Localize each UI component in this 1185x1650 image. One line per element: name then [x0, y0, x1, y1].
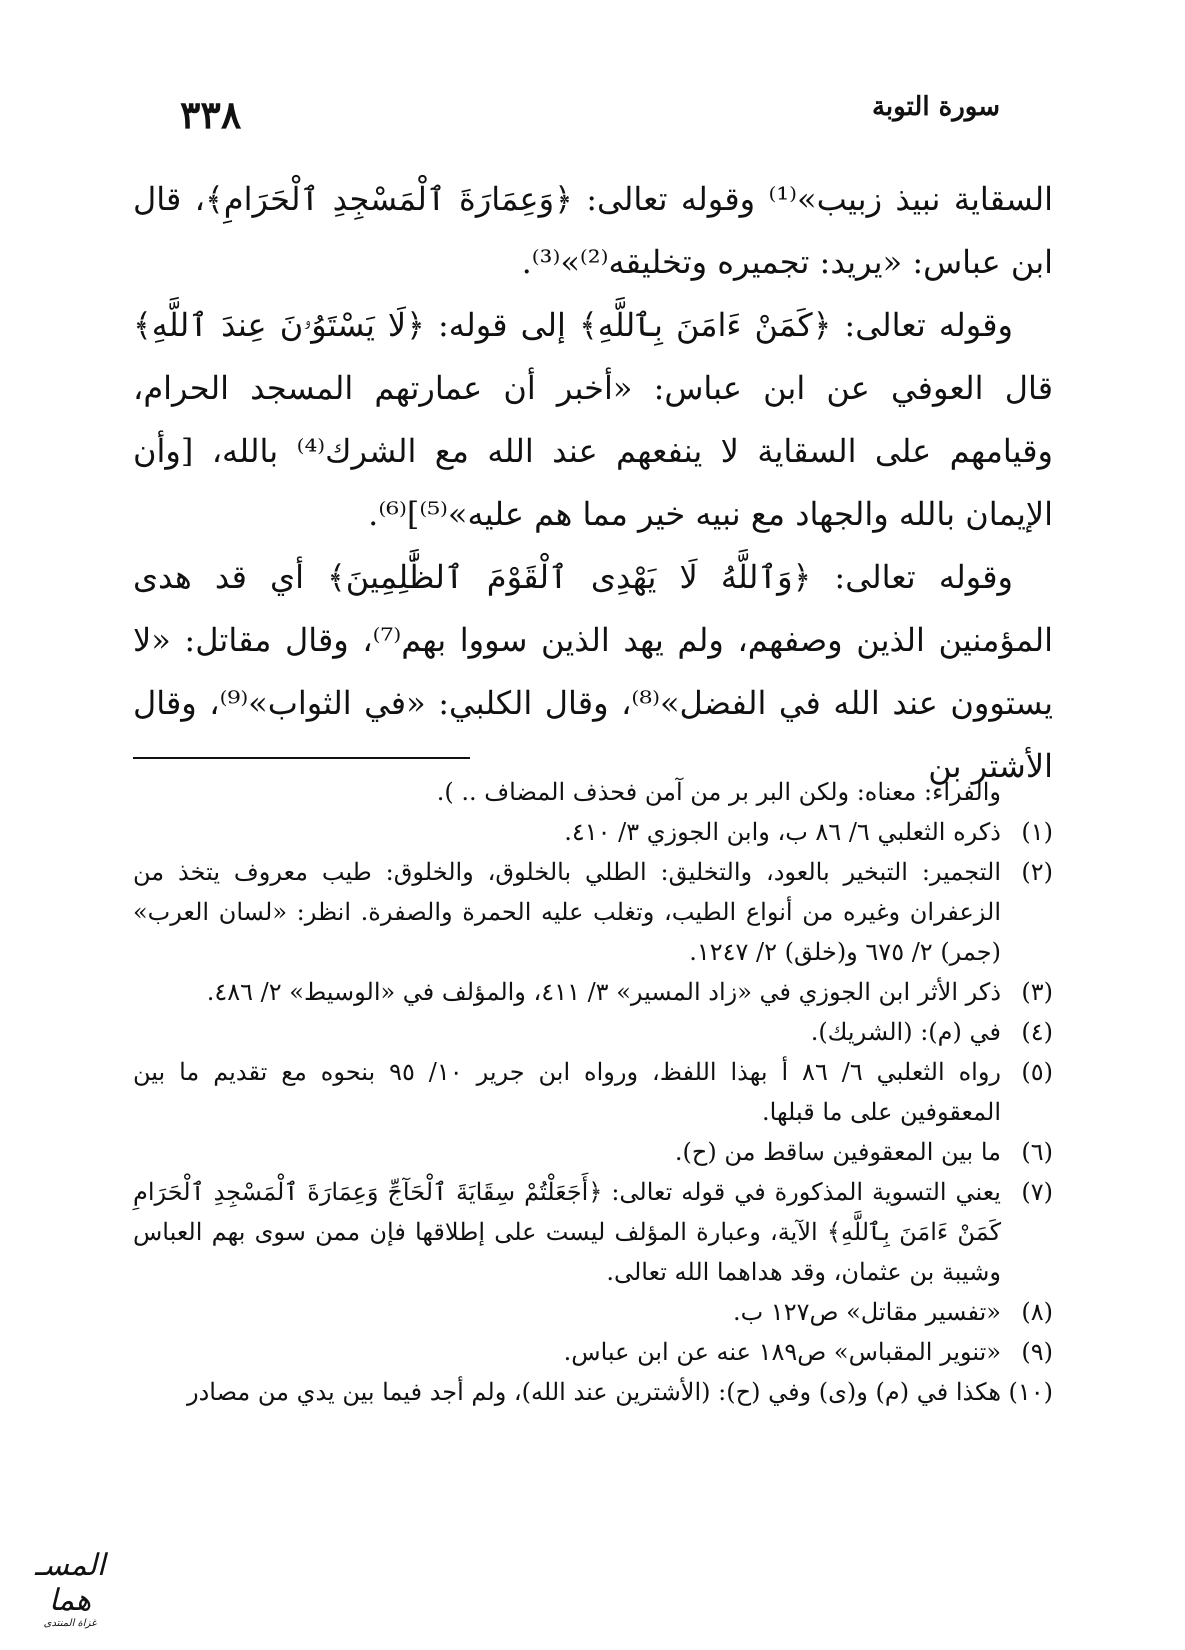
footnote-number: (٦) [1021, 1138, 1053, 1166]
watermark-logo [10, 1548, 130, 1629]
footnote [133, 1132, 1053, 1172]
paragraph: وقوله تعالى: ﴿وَٱللَّهُ لَا يَهْدِى ٱلْقَوْمَ ٱلظَّٰلِمِينَ﴾ أي قد هدى المؤمنين الذين وصفهم، ولم يهد الذين سووا بهم⁽⁷⁾، وقال مقاتل: «لا يستوون عند الله في الفضل»⁽⁸⁾، وقال الكلبي: «في الثواب»⁽⁹⁾، وقال الأشتر بن [133, 558, 1054, 785]
footnote [133, 1292, 1053, 1332]
footnote-text: هكذا في (م) و(ى) وفي (ح): (الأشترين عند الله)، ولم أجد فيما بين يدي من مصادر [187, 1378, 1001, 1406]
page-number: ٣٣٨ [180, 92, 242, 137]
footnote-number: (٣) [1021, 978, 1053, 1006]
footnote-number: (٩) [1021, 1338, 1053, 1366]
footnote-number: (١٠) [1008, 1378, 1053, 1406]
footnote [133, 852, 1053, 972]
footnote [133, 1332, 1053, 1372]
footnote [133, 812, 1053, 852]
footnote-text: في (م): (الشريك). [810, 1018, 1001, 1046]
footnote-separator [133, 757, 470, 759]
paragraph: السقاية نبيذ زبيب»⁽¹⁾ وقوله تعالى: ﴿وَعِمَارَةَ ٱلْمَسْجِدِ ٱلْحَرَامِ﴾، قال ابن عباس: «يريد: تجميره وتخليقه⁽²⁾»⁽³⁾. [133, 180, 1054, 281]
watermark-subtext: غزاة المنتدى [43, 1618, 97, 1629]
footnote-text: ذكره الثعلبي ٦/ ٨٦ ب، وابن الجوزي ٣/ ٤١٠. [564, 818, 1001, 846]
footnote-text: رواه الثعلبي ٦/ ٨٦ أ بهذا اللفظ، ورواه ابن جرير ١٠/ ٩٥ بنحوه مع تقديم ما بين المعقوفين على ما قبلها. [133, 1058, 1001, 1126]
footnote-text: ذكر الأثر ابن الجوزي في «زاد المسير» ٣/ ٤١١، والمؤلف في «الوسيط» ٢/ ٤٨٦. [206, 978, 1001, 1006]
footnote [133, 972, 1053, 1012]
footnote-number: (٤) [1021, 1018, 1053, 1046]
footnote [133, 1012, 1053, 1052]
page-header [180, 92, 1000, 142]
footnote-text: «تفسير مقاتل» ص١٢٧ ب. [732, 1298, 1001, 1326]
footnote-number: (٧) [1021, 1178, 1053, 1206]
footnote-text: «تنوير المقباس» ص١٨٩ عنه عن ابن عباس. [563, 1338, 1001, 1366]
main-text [133, 168, 1053, 798]
footnote [133, 1372, 1053, 1412]
footnote-number: (٢) [1021, 858, 1053, 886]
watermark-text: المسـ هما [34, 1548, 106, 1618]
footnote [133, 1172, 1053, 1292]
footnote [133, 1052, 1053, 1132]
footnote-text: ما بين المعقوفين ساقط من (ح). [674, 1138, 1001, 1166]
paragraph: وقوله تعالى: ﴿كَمَنْ ءَامَنَ بِٱللَّهِ﴾ إلى قوله: ﴿لَا يَسْتَوُۥنَ عِندَ ٱللَّهِ﴾ قال العوفي عن ابن عباس: «أخبر أن عمارتهم المسجد الحرام، وقيامهم على السقاية لا ينفعهم عند الله مع الشرك⁽⁴⁾ بالله، [وأن الإيمان بالله والجهاد مع نبيه خير مما هم عليه»⁽⁵⁾]⁽⁶⁾. [133, 306, 1054, 533]
footnote-continuation: والفراء: معناه: ولكن البر بر من آمن فحذف المضاف .. ). [436, 778, 1001, 806]
footnote-number: (١) [1021, 818, 1053, 846]
footnote-number: (٨) [1021, 1298, 1053, 1326]
footnote-text: التجمير: التبخير بالعود، والتخليق: الطلي بالخلوق، والخلوق: طيب معروف يتخذ من الزعفران وغيره من أنواع الطيب، وتغلب عليه الحمرة والصفرة. انظر: «لسان العرب» (جمر) ٢/ ٦٧٥ و(خلق) ٢/ ١٢٤٧. [133, 858, 1001, 966]
footnote-text: يعني التسوية المذكورة في قوله تعالى: ﴿أَجَعَلْتُمْ سِقَايَةَ ٱلْحَآجِّ وَعِمَارَةَ ٱلْمَسْجِدِ ٱلْحَرَامِ كَمَنْ ءَامَنَ بِٱللَّهِ﴾ الآية، وعبارة المؤلف ليست على إطلاقها فإن ممن سوى بهم العباس وشيبة بن عثمان، وقد هداهما الله تعالى. [133, 1178, 1001, 1286]
footnote-number: (٥) [1021, 1058, 1053, 1086]
sura-name: سورة التوبة [871, 92, 1000, 122]
footnotes [133, 772, 1053, 1412]
